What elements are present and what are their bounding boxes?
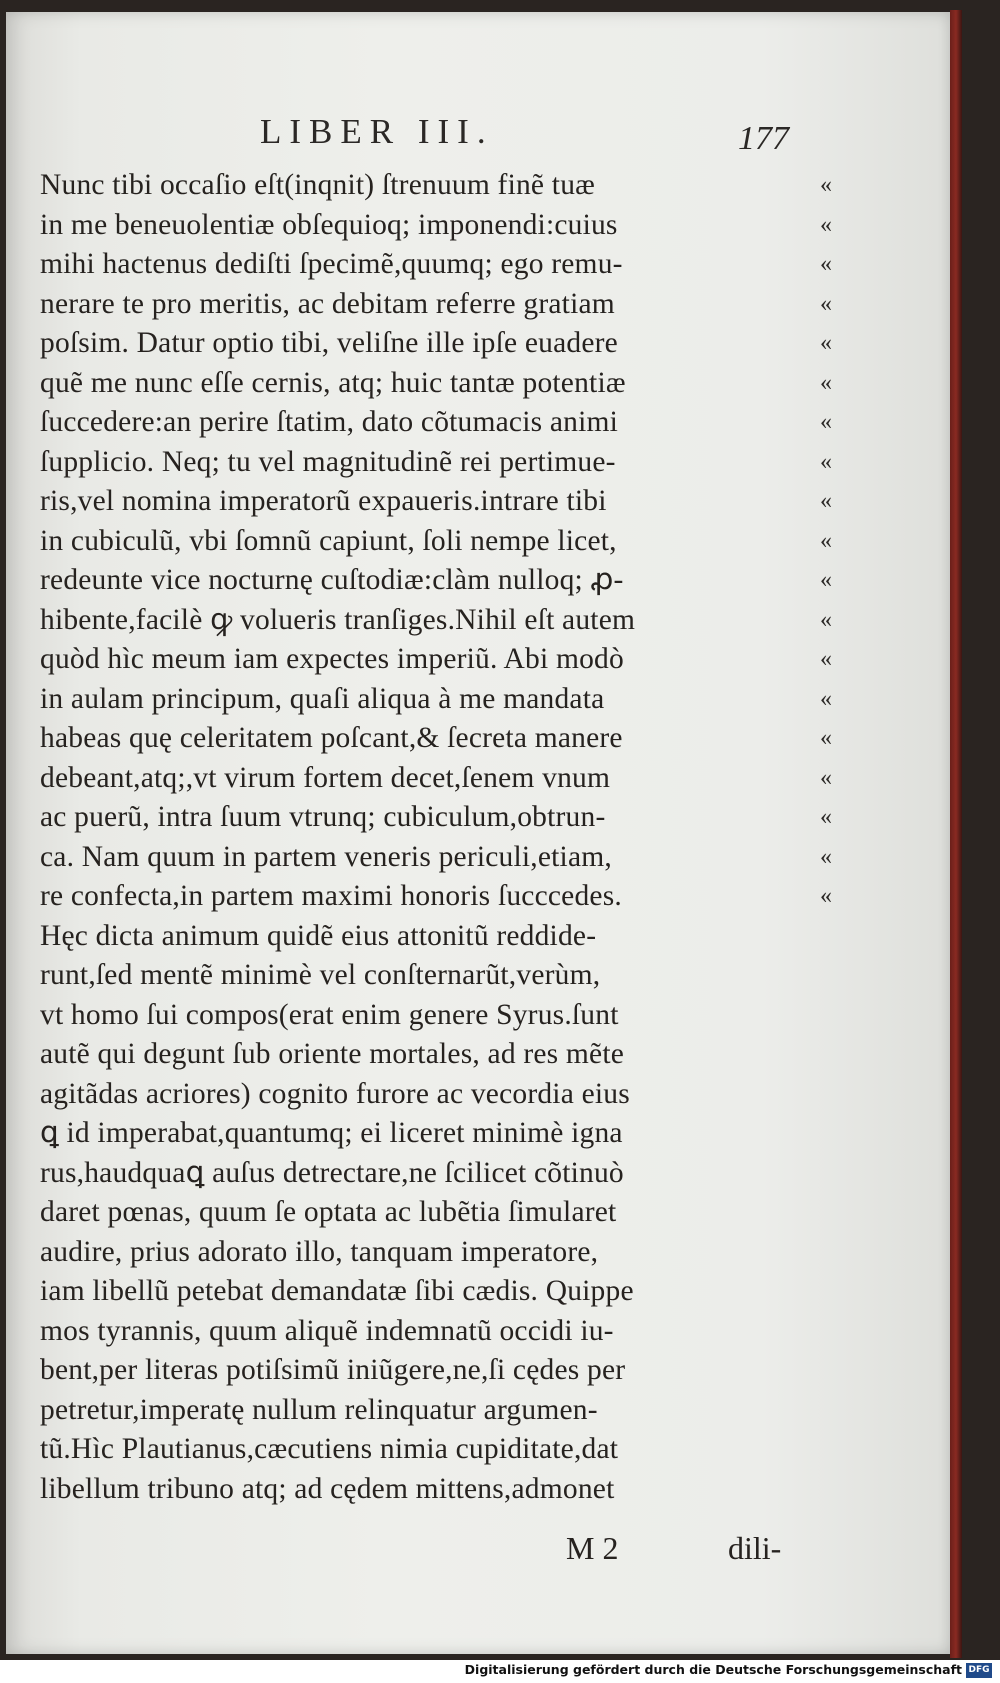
- dfg-logo: DFG: [966, 1663, 992, 1678]
- text-line: re confecta,in partem maximi honoris ſucccedes.: [40, 880, 622, 912]
- quotation-mark: «: [820, 409, 832, 435]
- text-line: agitãdas acriores) cognito furore ac vecordia eius: [40, 1077, 630, 1110]
- text-line: habeas quę celeritatem poſcant,& ſecreta manere: [40, 722, 623, 754]
- text-line: tũ.Hìc Plautianus,cæcutiens nimia cupiditate,dat: [40, 1433, 619, 1465]
- text-line: ſuccedere:an perire ſtatim, dato cõtumacis animi: [40, 406, 619, 438]
- quotation-mark: «: [820, 567, 832, 593]
- text-line: quẽ me nunc eſſe cernis, atq; huic tantæ potentiæ: [40, 366, 626, 399]
- text-line: redeunte vice nocturnę cuſtodiæ:clàm nulloq; ꝓ-: [40, 564, 624, 596]
- text-line: ꝗ id imperabat,quantumq; ei liceret minimè igna: [40, 1117, 623, 1149]
- text-line: in me beneuolentiæ obſequioq; imponendi:cuius: [40, 208, 618, 241]
- text-line: audire, prius adorato illo, tanquam imperatore,: [40, 1235, 599, 1268]
- running-head: LIBER III.: [260, 112, 494, 151]
- quotation-mark: «: [820, 251, 832, 277]
- text-line: petretur,imperatę nullum relinquatur argumen-: [40, 1393, 598, 1426]
- text-line: bent,per literas potiſsimũ iniũgere,ne,ſi cędes per: [40, 1354, 626, 1386]
- text-line: vt homo ſui compos(erat enim genere Syrus.ſunt: [40, 998, 619, 1031]
- red-page-edge: [950, 10, 962, 1658]
- quotation-mark: «: [820, 369, 832, 396]
- text-line: Nunc tibi occaſio eſt(inqnit) ſtrenuum finẽ tuæ: [40, 169, 596, 201]
- quotation-mark: «: [820, 448, 832, 475]
- book-page: [6, 12, 950, 1654]
- text-line: ac puerũ, intra ſuum vtrunq; cubiculum,obtrun-: [40, 801, 606, 833]
- quotation-mark: «: [820, 606, 832, 633]
- text-line: mos tyrannis, quum aliquẽ indemnatũ occidi iu-: [40, 1314, 614, 1347]
- quotation-mark: «: [820, 764, 832, 791]
- quotation-mark: «: [820, 646, 832, 672]
- quotation-mark: «: [820, 804, 832, 830]
- quotation-mark: «: [820, 488, 832, 514]
- catchword: dili-: [728, 1530, 782, 1566]
- text-line: runt,ſed mentẽ minimè vel conſternarũt,verùm,: [40, 959, 601, 991]
- quotation-marks-column: [820, 166, 850, 917]
- digitization-footer: [0, 1660, 1000, 1683]
- text-line: poſsim. Datur optio tibi, veliſne ille ipſe euadere: [40, 327, 618, 359]
- text-line: quòd hìc meum iam expectes imperiũ. Abi modò: [40, 643, 624, 675]
- text-line: in aulam principum, quaſi aliqua à me mandata: [40, 682, 605, 715]
- text-line: iam libellũ petebat demandatæ ſibi cædis. Quippe: [40, 1275, 634, 1307]
- text-line: debeant,atq;,vt virum fortem decet,ſenem vnum: [40, 761, 611, 794]
- quotation-mark: «: [820, 685, 832, 712]
- signature-mark: M 2: [566, 1530, 619, 1566]
- text-line: daret pœnas, quum ſe optata ac lubẽtia ſimularet: [40, 1196, 617, 1228]
- quotation-mark: «: [820, 211, 832, 238]
- text-line: ris,vel nomina imperatorũ expaueris.intrare tibi: [40, 485, 607, 517]
- text-line: ca. Nam quum in partem veneris periculi,etiam,: [40, 840, 612, 873]
- quotation-mark: «: [820, 330, 832, 356]
- text-line: Hęc dicta animum quidẽ eius attonitũ reddide-: [40, 919, 597, 952]
- text-line: mihi hactenus dediſti ſpecimẽ,quumq; ego remu-: [40, 248, 623, 280]
- text-line: rus,haudquaꝗ auſus detrectare,ne ſcilicet cõtinuò: [40, 1156, 624, 1189]
- text-line: ſupplicio. Neq; tu vel magnitudinẽ rei pertimue-: [40, 445, 616, 478]
- quotation-mark: «: [820, 843, 832, 870]
- quotation-mark: «: [820, 527, 832, 554]
- text-line: nerare te pro meritis, ac debitam referre gratiam: [40, 287, 615, 320]
- quotation-mark: «: [820, 725, 832, 751]
- text-line: libellum tribuno atq; ad cędem mittens,admonet: [40, 1472, 615, 1505]
- quotation-mark: «: [820, 172, 832, 198]
- quotation-mark: «: [820, 883, 832, 909]
- text-line: hibente,facilè ꝙ volueris tranſiges.Nihil eſt autem: [40, 603, 636, 636]
- text-line: autẽ qui degunt ſub oriente mortales, ad res mẽte: [40, 1038, 625, 1070]
- text-block: [40, 166, 802, 1509]
- footer-credit: Digitalisierung gefördert durch die Deutsche Forschungsgemeinschaft: [464, 1662, 962, 1677]
- quotation-mark: «: [820, 290, 832, 317]
- catchword-line: [566, 1530, 816, 1570]
- text-line: in cubiculũ, vbi ſomnũ capiunt, ſoli nempe licet,: [40, 524, 617, 557]
- page-number: 177: [738, 120, 789, 157]
